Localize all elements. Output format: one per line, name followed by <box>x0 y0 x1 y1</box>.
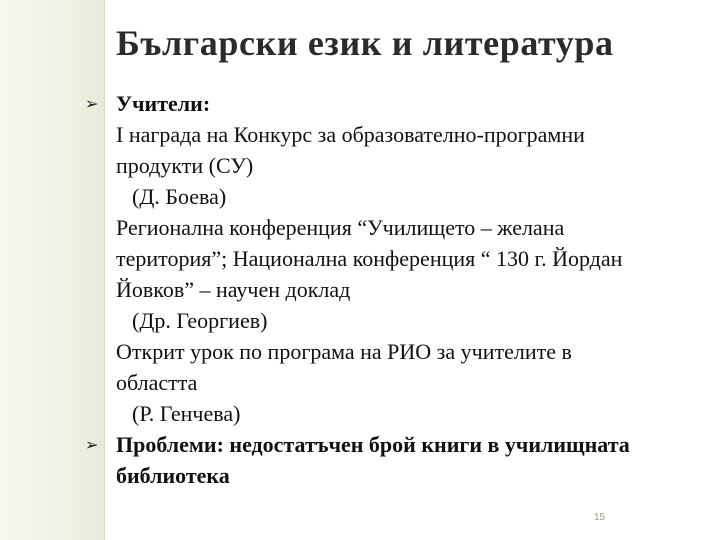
text-line: І награда на Конкурс за образователно-програмни <box>116 122 585 147</box>
teachers-heading: Учители: <box>116 91 211 116</box>
text-line: Открит урок по програма на РИО за учителите в <box>116 339 572 364</box>
text-line: областта <box>116 370 198 395</box>
slide-number: 15 <box>594 512 606 523</box>
author-line: (Р. Генчева) <box>132 401 241 426</box>
arrow-bullet-icon: ➢ <box>85 435 99 454</box>
slide-content <box>85 88 712 491</box>
text-line: територия”; Национална конференция “ 130 г. Йордан <box>116 246 623 271</box>
arrow-bullet-icon: ➢ <box>85 94 99 113</box>
problems-text: Проблеми: недостатъчен брой книги в училищната <box>116 432 630 457</box>
text-line: Йовков” – научен доклад <box>116 277 351 302</box>
side-band-divider <box>104 0 105 540</box>
author-line: (Др. Георгиев) <box>132 308 268 333</box>
problems-text-continued: библиотека <box>116 463 230 488</box>
bullet-item-problems <box>85 429 712 460</box>
bullet-item-teachers <box>85 88 712 119</box>
slide-title: Български език и литература <box>116 23 614 63</box>
text-line: продукти (СУ) <box>116 153 254 178</box>
text-line: Регионална конференция “Училището – желана <box>116 215 565 240</box>
author-line: (Д. Боева) <box>132 184 227 209</box>
